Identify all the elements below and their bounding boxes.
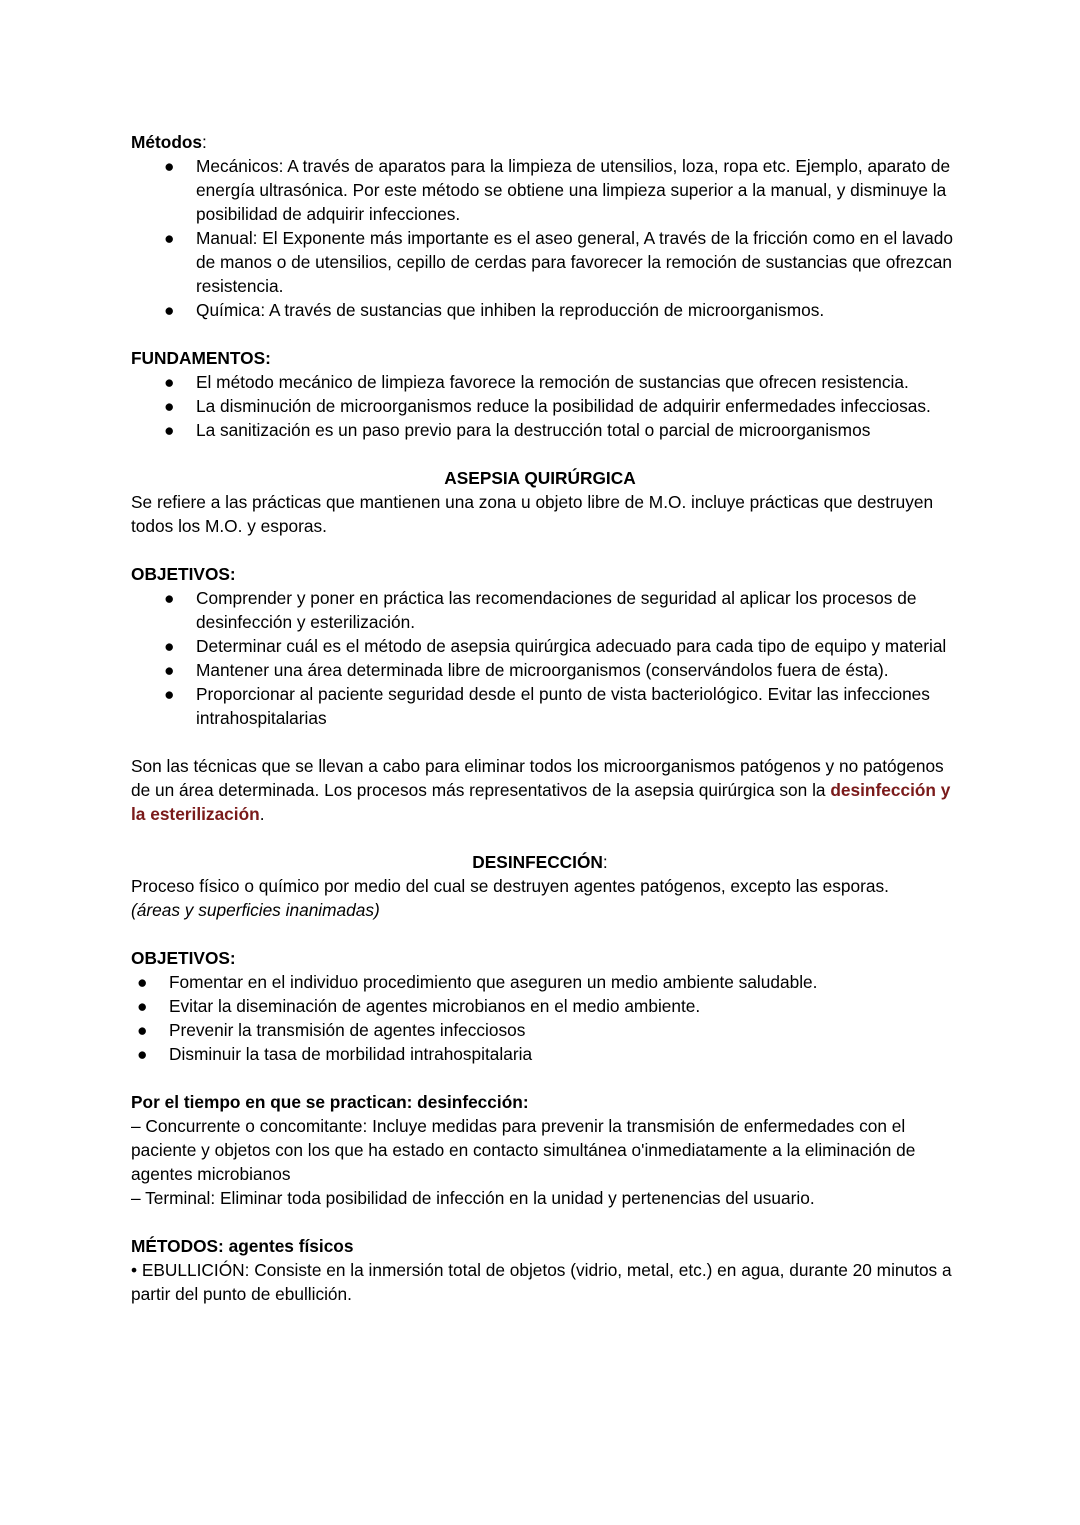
desinfeccion-note: (áreas y superficies inanimadas) bbox=[131, 900, 380, 920]
list-item: ● Determinar cuál es el método de asepsia quirúrgica adecuado para cada tipo de equipo y material bbox=[164, 636, 947, 656]
bullet-icon: ● bbox=[164, 684, 175, 704]
bullet-icon: ● bbox=[137, 1020, 148, 1040]
list-item: ● Mecánicos: A través de aparatos para la limpieza de utensilios, loza, ropa etc. Ejemplo, aparato de energía ultrasónica. Por este método se obtiene una limpieza superior a la manual, y disminuye la posibilidad de adquirir infecciones. bbox=[164, 156, 951, 224]
asepsia-paragraph: Son las técnicas que se llevan a cabo para eliminar todos los microorganismos patógenos y no patógenos de un área determinada. Los procesos más representativos de la asepsia quirúrgica son la desinfección y la esterilización. bbox=[131, 756, 951, 824]
metodo-item: • EBULLICIÓN: Consiste en la inmersión total de objetos (vidrio, metal, etc.) en agua, durante 20 minutos a partir del punto de ebullición. bbox=[131, 1260, 952, 1304]
list-item: ● Fomentar en el individuo procedimiento que aseguren un medio ambiente saludable. bbox=[137, 972, 818, 992]
desinfeccion-definition: Proceso físico o químico por medio del cual se destruyen agentes patógenos, excepto las esporas. bbox=[131, 876, 889, 896]
list-item: ● Disminuir la tasa de morbilidad intrahospitalaria bbox=[137, 1044, 533, 1064]
bullet-icon: ● bbox=[164, 588, 175, 608]
highlighted-text: desinfección y la esterilización bbox=[131, 780, 951, 824]
bullet-icon: ● bbox=[137, 972, 148, 992]
tiempo-heading: Por el tiempo en que se practican: desinfección: bbox=[131, 1092, 529, 1112]
bullet-icon: ● bbox=[137, 996, 148, 1016]
asepsia-definition: Se refiere a las prácticas que mantienen una zona u objeto libre de M.O. incluye prácticas que destruyen todos los M.O. y esporas. bbox=[131, 492, 934, 536]
desinfeccion-objetivos-list bbox=[131, 970, 961, 1066]
bullet-icon: ● bbox=[164, 228, 175, 248]
tiempo-item: – Terminal: Eliminar toda posibilidad de infección en la unidad y pertenencias del usuario. bbox=[131, 1188, 815, 1208]
bullet-icon: ● bbox=[164, 660, 175, 680]
list-item: ● La disminución de microorganismos reduce la posibilidad de adquirir enfermedades infecciosas. bbox=[164, 396, 931, 416]
asepsia-title: ASEPSIA QUIRÚRGICA bbox=[444, 468, 636, 488]
list-item: ● Manual: El Exponente más importante es el aseo general, A través de la fricción como en el lavado de manos o de utensilios, cepillo de cerdas para favorecer la remoción de sustancias que ofrezcan resistencia. bbox=[164, 228, 953, 296]
fundamentos-list bbox=[131, 370, 961, 442]
bullet-icon: ● bbox=[164, 372, 175, 392]
bullet-icon: ● bbox=[164, 156, 175, 176]
metodos-list bbox=[131, 154, 961, 322]
document-page bbox=[131, 130, 961, 1306]
desinfeccion-title: DESINFECCIÓN: bbox=[472, 852, 608, 872]
list-item: ● Comprender y poner en práctica las recomendaciones de seguridad al aplicar los procesos de desinfección y esterilización. bbox=[164, 588, 917, 632]
fundamentos-heading: FUNDAMENTOS: bbox=[131, 348, 271, 368]
asepsia-objetivos-list bbox=[131, 586, 961, 730]
list-item: ● Evitar la diseminación de agentes microbianos en el medio ambiente. bbox=[137, 996, 701, 1016]
metodos-heading: Métodos: bbox=[131, 132, 207, 152]
list-item: ● La sanitización es un paso previo para la destrucción total o parcial de microorganismos bbox=[164, 420, 871, 440]
list-item: ● Proporcionar al paciente seguridad desde el punto de vista bacteriológico. Evitar las infecciones intrahospitalarias bbox=[164, 684, 930, 728]
list-item: ● Mantener una área determinada libre de microorganismos (conservándolos fuera de ésta). bbox=[164, 660, 889, 680]
list-item: ● El método mecánico de limpieza favorece la remoción de sustancias que ofrecen resistencia. bbox=[164, 372, 909, 392]
asepsia-objetivos-heading: OBJETIVOS: bbox=[131, 564, 236, 584]
bullet-icon: ● bbox=[164, 396, 175, 416]
tiempo-item: – Concurrente o concomitante: Incluye medidas para prevenir la transmisión de enfermedades con el paciente y objetos con los que ha estado en contacto simultánea o'inmediatamente a la eliminación de agentes microbianos bbox=[131, 1116, 916, 1184]
bullet-icon: ● bbox=[137, 1044, 148, 1064]
bullet-icon: ● bbox=[164, 300, 175, 320]
metodos-fisicos-heading: MÉTODOS: agentes físicos bbox=[131, 1236, 354, 1256]
list-item: ● Prevenir la transmisión de agentes infecciosos bbox=[137, 1020, 526, 1040]
bullet-icon: ● bbox=[164, 420, 175, 440]
bullet-icon: ● bbox=[164, 636, 175, 656]
desinfeccion-objetivos-heading: OBJETIVOS: bbox=[131, 948, 236, 968]
list-item: ● Química: A través de sustancias que inhiben la reproducción de microorganismos. bbox=[164, 300, 825, 320]
